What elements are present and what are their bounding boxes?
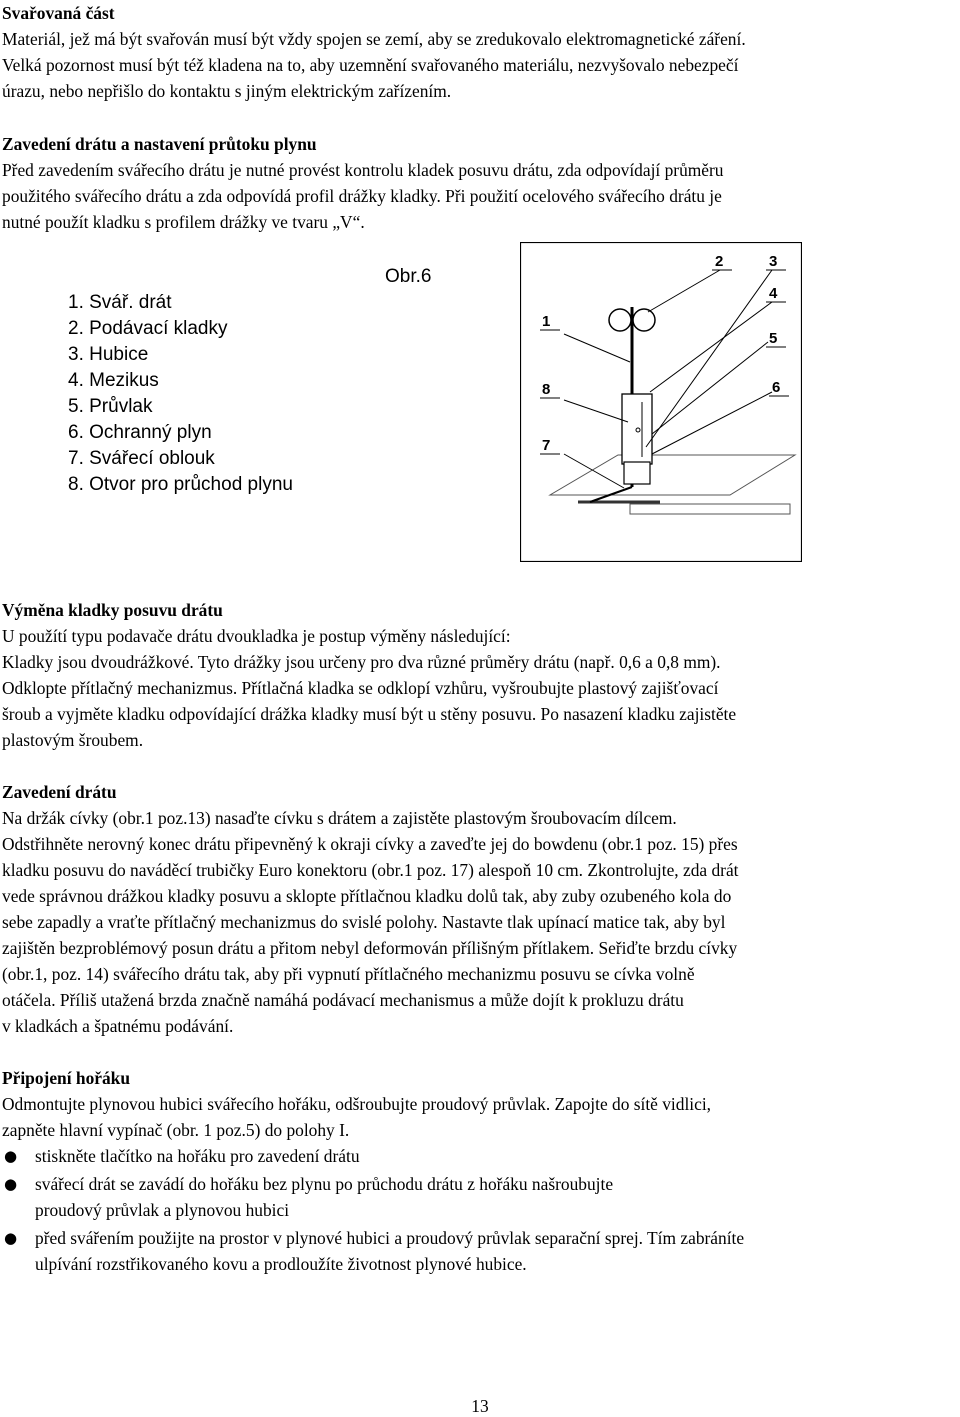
text-line: Odklopte přítlačný mechanizmus. Přítlačná kladka se odklopí vzhůru, vyšroubujte plastový zajišťovací bbox=[2, 678, 719, 698]
text-line: použitého svářecího drátu a zda odpovídá profil drážky kladky. Při použití ocelového svářecího drátu je bbox=[2, 186, 722, 206]
text-line: Velká pozornost musí být též kladena na to, aby uzemnění svařovaného materiálu, nezvyšovalo nebezpečí bbox=[2, 55, 739, 75]
section-torch-connection bbox=[2, 1065, 958, 1143]
text-line: plastovým šroubem. bbox=[2, 730, 144, 750]
text-line: zapněte hlavní vypínač (obr. 1 poz.5) do polohy I. bbox=[2, 1120, 350, 1140]
text-line: v kladkách a špatnému podávání. bbox=[2, 1016, 234, 1036]
bullet-text: stiskněte tlačítko na hořáku pro zavedení drátu bbox=[35, 1146, 360, 1166]
figure-number-3: 3 bbox=[769, 253, 778, 270]
feed-roller-right bbox=[633, 309, 655, 331]
figure-legend bbox=[68, 290, 293, 498]
section-wire-insertion bbox=[2, 779, 958, 1039]
figure-number-1: 1 bbox=[542, 313, 551, 330]
text-line: Odmontujte plynovou hubici svářecího hořáku, odšroubujte proudový průvlak. Zapojte do sítě vidlici, bbox=[2, 1094, 712, 1114]
section-roller-replacement bbox=[2, 597, 958, 753]
figure-caption: Obr.6 bbox=[385, 266, 432, 287]
legend-item: 7. Svářecí oblouk bbox=[68, 448, 215, 469]
text-line: otáčela. Příliš utažená brzda značně namáhá podávací mechanismus a může dojít k prokluzu drátu bbox=[2, 990, 684, 1010]
text-line: U použítí typu podavače drátu dvoukladka je postup výměny následující: bbox=[2, 626, 511, 646]
text-line: zajištěn bezproblémový posun drátu a přitom nebyl deformován přílišným přítlakem. Seřiďte brzdu cívky bbox=[2, 938, 738, 958]
text-line: Materiál, jež má být svařován musí být vždy spojen se zemí, aby se zredukovalo elektromagnetické záření. bbox=[2, 29, 746, 49]
contact-tip bbox=[624, 462, 650, 484]
bullet-icon: ● bbox=[4, 1147, 18, 1165]
legend-item: 4. Mezikus bbox=[68, 370, 159, 391]
figure-number-5: 5 bbox=[769, 330, 778, 347]
bullet-item bbox=[2, 1171, 958, 1223]
legend-item: 2. Podávací kladky bbox=[68, 318, 228, 339]
section-heading: Zavedení drátu a nastavení průtoku plynu bbox=[2, 134, 317, 154]
text-line: sebe zapadly a vraťte přítlačný mechanizmus do svislé polohy. Nastavte tlak upínací matice tak, aby byl bbox=[2, 912, 726, 932]
legend-item: 5. Průvlak bbox=[68, 396, 153, 417]
text-line: Na držák cívky (obr.1 poz.13) nasaďte cívku s drátem a zajistěte plastovým šroubovacím dílcem. bbox=[2, 808, 677, 828]
legend-item: 6. Ochranný plyn bbox=[68, 422, 212, 443]
legend-item: 8. Otvor pro průchod plynu bbox=[68, 474, 293, 495]
section-welded-part bbox=[2, 0, 958, 104]
bullet-text: svářecí drát se zavádí do hořáku bez plynu po průchodu drátu z hořáku našroubujte bbox=[35, 1174, 614, 1194]
section-heading: Svařovaná část bbox=[2, 3, 115, 23]
legend-item: 1. Svář. drát bbox=[68, 292, 172, 313]
figure-number-7: 7 bbox=[542, 437, 551, 454]
bullet-item bbox=[2, 1225, 958, 1277]
section-heading: Zavedení drátu bbox=[2, 782, 117, 802]
text-line: kladku posuvu do naváděcí trubičky Euro konektoru (obr.1 poz. 17) alespoň 10 cm. Zkontrolujte, zda drát bbox=[2, 860, 739, 880]
text-line: nutné použít kladku s profilem drážky ve tvaru „V“. bbox=[2, 212, 365, 232]
text-line: Před zavedením svářecího drátu je nutné provést kontrolu kladek posuvu drátu, zda odpovídají průměru bbox=[2, 160, 724, 180]
torch-diagram-figure bbox=[520, 242, 802, 562]
figure-number-2: 2 bbox=[715, 253, 724, 270]
bullet-icon: ● bbox=[4, 1229, 18, 1247]
text-line: Kladky jsou dvoudrážkové. Tyto drážky jsou určeny pro dva různé průměry drátu (např. 0,6 a 0,8 mm). bbox=[2, 652, 721, 672]
feed-roller-left bbox=[609, 309, 631, 331]
bullet-icon: ● bbox=[4, 1175, 18, 1193]
text-line: Odstřihněte nerovný konec drátu připevněný k okraji cívky a zaveďte jej do bowdenu (obr.1 poz. 15) přes bbox=[2, 834, 738, 854]
section-heading: Připojení hořáku bbox=[2, 1068, 131, 1088]
bullet-list bbox=[2, 1143, 958, 1277]
text-line: vede správnou drážkou kladky posuvu a sklopte přítlačnou kladku dolů tak, aby zuby ozubeného kola do bbox=[2, 886, 732, 906]
bullet-item bbox=[2, 1143, 958, 1169]
bullet-text: ulpívání rozstřikovaného kovu a prodloužíte životnost plynové hubice. bbox=[35, 1254, 527, 1274]
text-line: šroub a vyjměte kladku odpovídající drážka kladky musí být u stěny posuvu. Po nasazení kladku zajistěte bbox=[2, 704, 737, 724]
text-line: úrazu, nebo nepřišlo do kontaktu s jiným elektrickým zařízením. bbox=[2, 81, 452, 101]
figure-number-6: 6 bbox=[772, 379, 781, 396]
gas-hole bbox=[636, 428, 640, 432]
bullet-text: proudový průvlak a plynovou hubici bbox=[35, 1200, 290, 1220]
section-heading: Výměna kladky posuvu drátu bbox=[2, 600, 223, 620]
section-wire-insertion-gas-flow bbox=[2, 131, 958, 235]
legend-item: 3. Hubice bbox=[68, 344, 149, 365]
figure-number-8: 8 bbox=[542, 381, 551, 398]
page-number: 13 bbox=[471, 1396, 489, 1416]
text-line: (obr.1, poz. 14) svářecího drátu tak, aby při vypnutí přítlačného mechanizmu posuvu se cívka volně bbox=[2, 964, 695, 984]
bullet-text: před svářením použijte na prostor v plynové hubici a proudový průvlak separační sprej. Tím zabráníte bbox=[35, 1228, 745, 1248]
figure-number-4: 4 bbox=[769, 285, 778, 302]
